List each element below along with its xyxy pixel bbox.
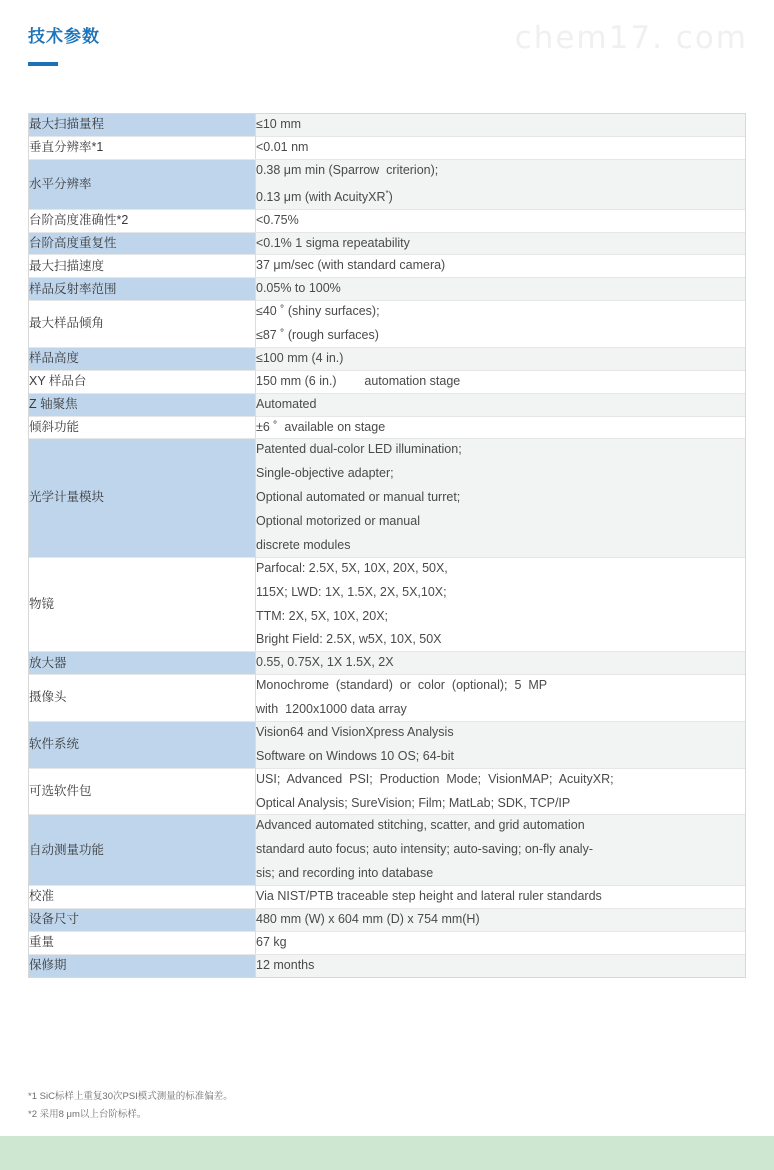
spec-label: Z 轴聚焦 xyxy=(29,393,256,416)
spec-value xyxy=(256,908,746,931)
table-row xyxy=(29,675,745,722)
spec-value-line: Optional motorized or manual xyxy=(256,514,420,529)
table-row xyxy=(29,114,745,136)
table-row xyxy=(29,886,745,909)
spec-value xyxy=(256,136,746,159)
spec-label: 水平分辨率 xyxy=(29,159,256,209)
spec-value xyxy=(256,815,746,886)
title-underline-rule xyxy=(28,62,58,66)
spec-value-line: sis; and recording into database xyxy=(256,866,434,881)
specifications-table-container xyxy=(28,113,746,978)
table-row xyxy=(29,232,745,255)
spec-label: 软件系统 xyxy=(29,721,256,768)
table-row xyxy=(29,347,745,370)
table-row xyxy=(29,370,745,393)
spec-value-line: ≤40 ˚ (shiny surfaces); xyxy=(256,304,380,319)
spec-label: 最大扫描量程 xyxy=(29,114,256,136)
spec-value-line: 37 μm/sec (with standard camera) xyxy=(256,258,446,273)
table-row xyxy=(29,278,745,301)
spec-label: 样品反射率范围 xyxy=(29,278,256,301)
table-row xyxy=(29,301,745,348)
spec-value-line: 115X; LWD: 1X, 1.5X, 2X, 5X,10X; xyxy=(256,584,447,599)
table-row xyxy=(29,721,745,768)
spec-value xyxy=(256,393,746,416)
spec-value-line: Software on Windows 10 OS; 64-bit xyxy=(256,748,455,763)
spec-value xyxy=(256,114,746,136)
spec-value-line: ≤10 mm xyxy=(256,117,302,131)
spec-value xyxy=(256,416,746,439)
trademark-mark: * xyxy=(385,188,389,198)
spec-value-line: ±6 ˚ available on stage xyxy=(256,419,386,434)
table-row xyxy=(29,652,745,675)
spec-label: XY 样品台 xyxy=(29,370,256,393)
specifications-table-body xyxy=(29,114,745,977)
spec-label: 可选软件包 xyxy=(29,768,256,815)
spec-value-line: Monochrome (standard) or color (optional); 5 MP xyxy=(256,678,548,693)
spec-value-line: Parfocal: 2.5X, 5X, 10X, 20X, 50X, xyxy=(256,560,448,575)
spec-value-line: TTM: 2X, 5X, 10X, 20X; xyxy=(256,608,389,623)
spec-label: 摄像头 xyxy=(29,675,256,722)
spec-value xyxy=(256,209,746,232)
spec-value-line: USI; Advanced PSI; Production Mode; VisionMAP; AcuityXR; xyxy=(256,771,614,786)
spec-label: 台阶高度准确性*2 xyxy=(29,209,256,232)
spec-value-line: standard auto focus; auto intensity; auto-saving; on-fly analy- xyxy=(256,842,593,857)
spec-value xyxy=(256,652,746,675)
spec-label: 自动测量功能 xyxy=(29,815,256,886)
spec-value-line: Patented dual-color LED illumination; xyxy=(256,442,462,457)
spec-label: 最大扫描速度 xyxy=(29,255,256,278)
footnote-1: *1 SiC标样上重复30次PSI模式测量的标准偏差。 xyxy=(28,1091,233,1102)
spec-value-line: <0.01 nm xyxy=(256,139,309,154)
table-row xyxy=(29,136,745,159)
spec-label: 垂直分辨率*1 xyxy=(29,136,256,159)
table-row xyxy=(29,815,745,886)
site-watermark: chem17. com xyxy=(514,20,748,56)
table-row xyxy=(29,931,745,954)
spec-value xyxy=(256,931,746,954)
spec-value xyxy=(256,347,746,370)
spec-value-line: 67 kg xyxy=(256,934,287,949)
table-row xyxy=(29,439,745,557)
spec-value-line: ≤100 mm (4 in.) xyxy=(256,350,344,365)
spec-label: 物镜 xyxy=(29,557,256,652)
spec-value-line: 0.05% to 100% xyxy=(256,281,341,296)
spec-value xyxy=(256,954,746,976)
footnotes xyxy=(28,1088,628,1123)
spec-value-line: 150 mm (6 in.) automation stage xyxy=(256,373,461,388)
spec-value-line: Automated xyxy=(256,396,317,411)
spec-value xyxy=(256,278,746,301)
spec-label: 放大器 xyxy=(29,652,256,675)
spec-value-line: 0.38 μm min (Sparrow criterion); xyxy=(256,162,439,177)
spec-value-line: Optical Analysis; SureVision; Film; MatLab; SDK, TCP/IP xyxy=(256,795,571,810)
table-row xyxy=(29,393,745,416)
spec-value xyxy=(256,675,746,722)
table-row xyxy=(29,159,745,209)
table-row xyxy=(29,908,745,931)
spec-label: 样品高度 xyxy=(29,347,256,370)
table-row xyxy=(29,255,745,278)
spec-value-line: 480 mm (W) x 604 mm (D) x 754 mm(H) xyxy=(256,911,480,926)
spec-value-line: Bright Field: 2.5X, w5X, 10X, 50X xyxy=(256,632,442,647)
spec-value-line: 0.13 μm (with AcuityXR*) xyxy=(256,188,393,204)
spec-value xyxy=(256,301,746,348)
table-row xyxy=(29,416,745,439)
spec-label: 保修期 xyxy=(29,954,256,976)
spec-value xyxy=(256,255,746,278)
spec-value xyxy=(256,370,746,393)
spec-label: 倾斜功能 xyxy=(29,416,256,439)
footnote-2: *2 采用8 μm以上台阶标样。 xyxy=(28,1108,147,1120)
page-title: 技术参数 xyxy=(28,27,100,46)
spec-label: 重量 xyxy=(29,931,256,954)
spec-value-line: <0.75% xyxy=(256,212,299,227)
spec-value xyxy=(256,159,746,209)
spec-value-line: 0.55, 0.75X, 1X 1.5X, 2X xyxy=(256,655,394,670)
page-header xyxy=(0,0,774,110)
spec-value-line: with 1200x1000 data array xyxy=(256,702,407,717)
spec-label: 台阶高度重复性 xyxy=(29,232,256,255)
spec-value-line: 12 months xyxy=(256,957,315,972)
spec-value-line: ≤87 ˚ (rough surfaces) xyxy=(256,328,379,343)
spec-value-line: <0.1% 1 sigma repeatability xyxy=(256,235,410,250)
spec-label: 设备尺寸 xyxy=(29,908,256,931)
table-row xyxy=(29,209,745,232)
footer-band xyxy=(0,1136,774,1170)
spec-value-line: Via NIST/PTB traceable step height and lateral ruler standards xyxy=(256,889,602,904)
table-row xyxy=(29,768,745,815)
spec-value-line: Optional automated or manual turret; xyxy=(256,490,461,505)
spec-value-line: discrete modules xyxy=(256,537,351,552)
spec-value xyxy=(256,886,746,909)
spec-label: 校准 xyxy=(29,886,256,909)
spec-value xyxy=(256,557,746,652)
spec-value-line: Vision64 and VisionXpress Analysis xyxy=(256,724,454,739)
spec-value xyxy=(256,232,746,255)
spec-value xyxy=(256,768,746,815)
table-row xyxy=(29,954,745,976)
spec-value xyxy=(256,439,746,557)
spec-label: 光学计量模块 xyxy=(29,439,256,557)
specifications-table xyxy=(29,114,745,977)
spec-value-line: Advanced automated stitching, scatter, and grid automation xyxy=(256,818,585,833)
spec-label: 最大样品倾角 xyxy=(29,301,256,348)
table-row xyxy=(29,557,745,652)
spec-value-line: Single-objective adapter; xyxy=(256,466,394,481)
spec-value xyxy=(256,721,746,768)
